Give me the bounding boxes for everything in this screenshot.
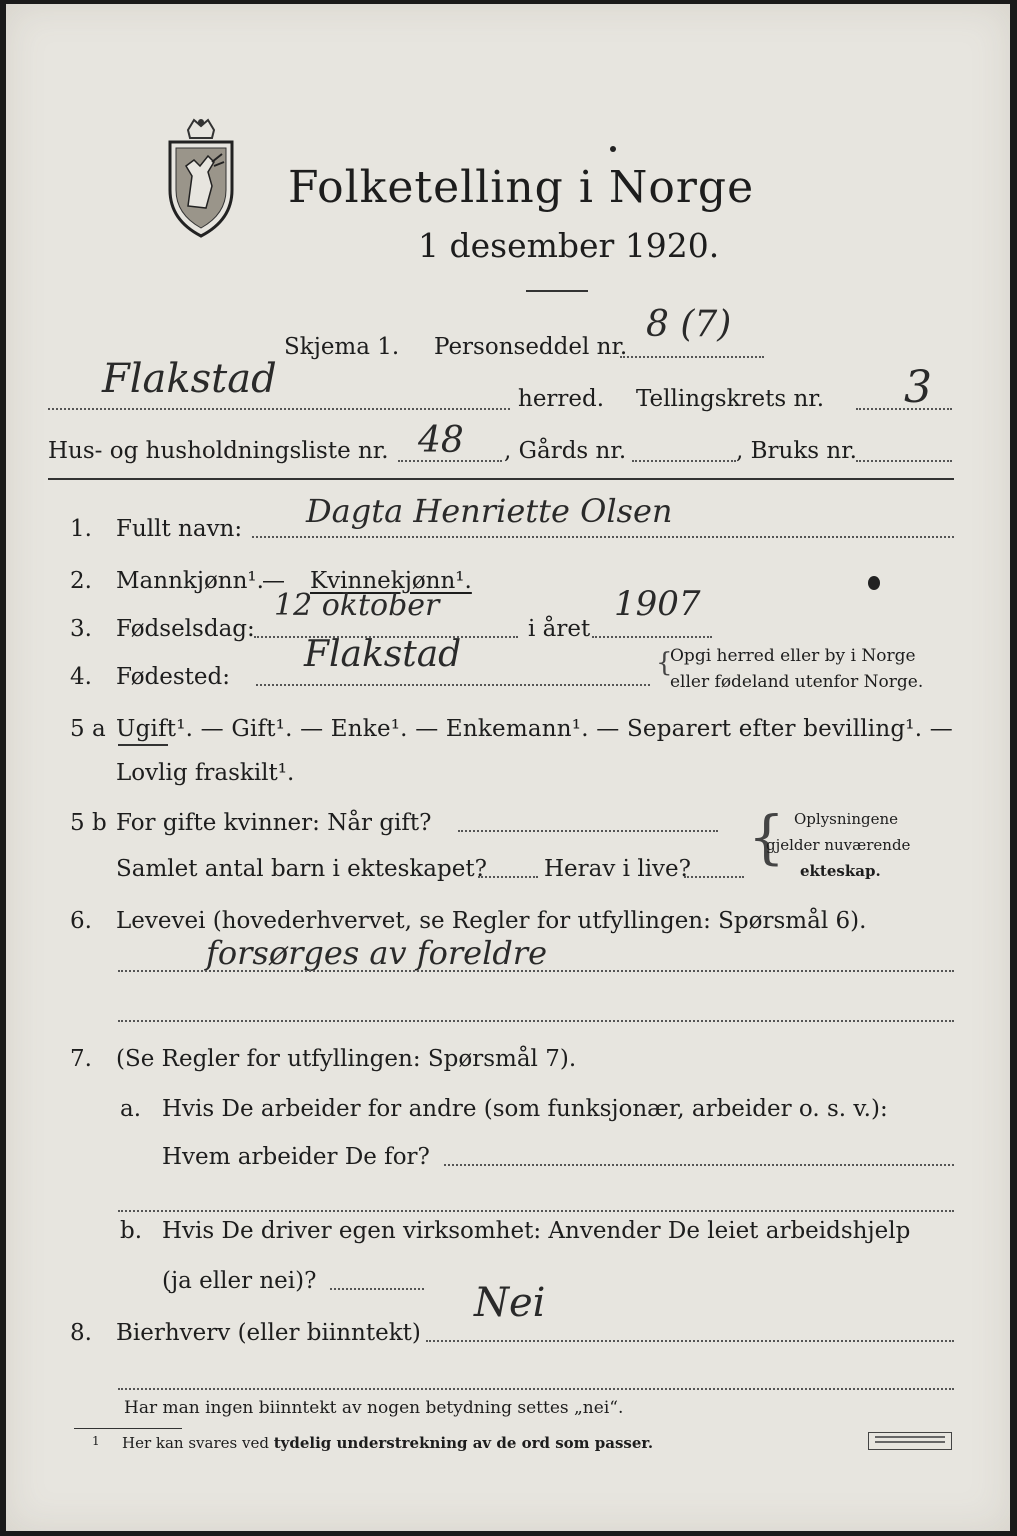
tellingskrets-value[interactable]: 3 <box>904 362 932 413</box>
printer-stamp-icon <box>868 1432 952 1450</box>
q5b-children-label: Samlet antal barn i ekteskapet? <box>116 856 487 882</box>
tellingskrets-label: Tellingskrets nr. <box>636 386 825 412</box>
q1-number: 1. <box>70 516 92 542</box>
q5b-note-line3: ekteskap. <box>800 862 881 880</box>
q5b-line1: For gifte kvinner: Når gift? <box>116 810 432 836</box>
q7b-answer-line <box>330 1288 424 1290</box>
q3-label: Fødselsdag: <box>116 616 255 642</box>
hus-label: Hus- og husholdningsliste nr. <box>48 438 389 464</box>
q5a-options-line1[interactable]: Ugift¹. — Gift¹. — Enke¹. — Enkemann¹. — Separert efter bevilling¹. — <box>116 716 953 742</box>
q5b-married-line <box>458 830 718 832</box>
q5b-alive-label: Herav i live? <box>544 856 691 882</box>
bruks-line <box>856 460 952 462</box>
q4-number: 4. <box>70 664 92 690</box>
form-title: Folketelling i Norge <box>288 162 755 213</box>
q8-line <box>426 1340 954 1342</box>
gaards-line <box>632 460 736 462</box>
bruks-label: , Bruks nr. <box>736 438 857 464</box>
q2-number: 2. <box>70 568 92 594</box>
q3-number: 3. <box>70 616 92 642</box>
q7-number: 7. <box>70 1046 92 1072</box>
q7a-number: a. <box>120 1096 142 1122</box>
footnote-text <box>122 1434 653 1452</box>
q7a-extra-line <box>118 1210 954 1212</box>
q7b-number: b. <box>120 1218 143 1244</box>
q4-note-line1: Opgi herred eller by i Norge <box>670 646 916 666</box>
q5b-number: 5 b <box>70 810 107 836</box>
birthday-value[interactable]: 12 oktober <box>274 588 440 623</box>
q7a-line2: Hvem arbeider De for? <box>162 1144 430 1170</box>
q2-female-option[interactable]: Kvinnekjønn¹. <box>310 568 472 594</box>
census-form-page <box>6 4 1010 1531</box>
q1-label: Fullt navn: <box>116 516 243 542</box>
gaards-label: , Gårds nr. <box>504 438 627 464</box>
q4-line <box>256 684 650 686</box>
q5b-alive-line <box>684 876 744 878</box>
q4-brace: { <box>656 648 673 678</box>
header-divider <box>48 478 954 480</box>
full-name-value[interactable]: Dagta Henriette Olsen <box>306 492 673 530</box>
nei-instruction: Har man ingen biinntekt av nogen betydning settes „nei“. <box>124 1398 624 1418</box>
q8-number: 8. <box>70 1320 92 1346</box>
footnote-text-plain: Her kan svares ved <box>122 1434 269 1452</box>
q6-number: 6. <box>70 908 92 934</box>
q8-extra-line <box>118 1388 954 1390</box>
q6-line2 <box>118 1020 954 1022</box>
q8-label: Bierhverv (eller biinntekt) <box>116 1320 421 1346</box>
q5b-children-line <box>478 876 538 878</box>
q7b-line2: (ja eller nei)? <box>162 1268 317 1294</box>
q5a-options-line2[interactable]: Lovlig fraskilt¹. <box>116 760 295 786</box>
q7b-line1: Hvis De driver egen virksomhet: Anvender De leiet arbeidshjelp <box>162 1218 911 1244</box>
q6-line1 <box>118 970 954 972</box>
personseddel-value[interactable]: 8 (7) <box>646 304 732 345</box>
q7a-employer-line <box>444 1164 954 1166</box>
q5b-note-line1: Oplysningene <box>794 810 899 828</box>
herred-label: herred. <box>518 386 605 412</box>
q6-label: Levevei (hovederhvervet, se Regler for utfyllingen: Spørsmål 6). <box>116 908 867 934</box>
occupation-value[interactable]: forsørges av foreldre <box>206 934 548 972</box>
birthplace-value[interactable]: Flakstad <box>304 634 462 675</box>
q2-separator: — <box>262 568 285 594</box>
ugift-underline <box>118 744 168 746</box>
q3-year-line <box>592 636 712 638</box>
footnote-divider <box>74 1428 182 1429</box>
q4-label: Fødested: <box>116 664 231 690</box>
skjema-label: Skjema 1. <box>284 334 400 360</box>
census-date: 1 desember 1920. <box>418 226 720 265</box>
ink-dot <box>610 146 616 152</box>
personseddel-line <box>620 356 764 358</box>
herred-line <box>48 408 510 410</box>
herred-value[interactable]: Flakstad <box>102 356 277 402</box>
birth-year-value[interactable]: 1907 <box>614 584 701 624</box>
hus-value[interactable]: 48 <box>418 420 464 461</box>
q5b-note-line2: gjelder nuværende <box>766 836 911 854</box>
q4-note-line2: eller fødeland utenfor Norge. <box>670 672 924 692</box>
footnote-text-bold: tydelig understrekning av de ord som passer. <box>273 1434 654 1452</box>
personseddel-label: Personseddel nr. <box>434 334 628 360</box>
q5b-brace: { <box>748 803 785 871</box>
title-divider <box>526 290 588 292</box>
norwegian-coat-of-arms-icon <box>162 116 240 240</box>
q1-line <box>252 536 954 538</box>
q5a-number: 5 a <box>70 716 106 742</box>
q7a-line1: Hvis De arbeider for andre (som funksjonær, arbeider o. s. v.): <box>162 1096 888 1122</box>
side-income-value[interactable]: Nei <box>474 1280 546 1326</box>
footnote-mark: 1 <box>92 1434 100 1448</box>
q2-male-option[interactable]: Mannkjønn¹. <box>116 568 264 594</box>
ink-blot <box>868 576 880 590</box>
q3-year-label: i året <box>528 616 591 642</box>
q7-label: (Se Regler for utfyllingen: Spørsmål 7). <box>116 1046 577 1072</box>
